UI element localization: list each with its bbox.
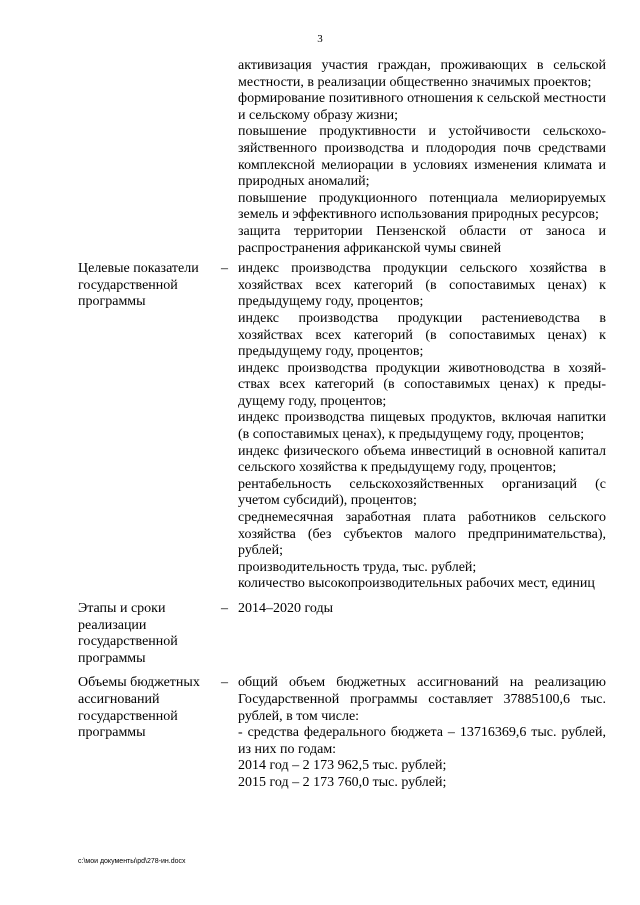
list-item: защита территории Пензенской области от заноса и распространения африканской чумы свиней [238, 223, 606, 256]
list-item: повышение продуктивности и устойчивости сельскохозяйственного производства и плодородия почв средствами комплексной мелиорации в условиях изменения климата и природных аномалий; [238, 124, 606, 190]
section-label: Этапы и сроки реализации государственной программы [78, 601, 178, 666]
section-label: Объемы бюджетных ассигнований государственной программы [78, 675, 200, 741]
section-dash: – [221, 675, 228, 691]
file-path-footer: c:\мои документы\pd\278-ин.docx [78, 858, 186, 865]
list-item: 2014 год – 2 173 962,5 тыс. рублей; [238, 758, 447, 774]
list-item: индекс производства пищевых продуктов, включая напитки (в сопоставимых ценах), к предыдущему году, процентов; [238, 410, 606, 443]
list-item: производительность труда, тыс. рублей; [238, 559, 477, 575]
target-indicators-list [238, 261, 606, 593]
list-item: активизация участия граждан, проживающих в сельской местности, в реализации общественно значимых проектов; [238, 58, 606, 90]
stages-list [238, 601, 606, 618]
list-item: 2014–2020 годы [238, 601, 334, 616]
list-item: среднемесячная заработная плата работников сельского хозяйства (без субъектов малого предпринимательства), рублей; [238, 510, 606, 559]
list-item: индекс производства продукции животноводства в хозяйствах всех категорий (в сопоставимых ценах) к предыдущему году, процентов; [238, 360, 606, 409]
continued-items-list [238, 58, 606, 257]
stages-row [78, 601, 606, 667]
list-item: индекс производства продукции растениеводства в хозяйствах всех категорий (в сопоставимых ценах) к предыдущему году, процентов; [238, 310, 606, 360]
continued-goals-row [78, 58, 606, 257]
list-item: индекс физического объема инвестиций в основной капитал сельского хозяйства к предыдущему году, процентов; [238, 443, 606, 476]
list-item: рентабельность сельскохозяйственных организаций (с учетом субсидий), процентов; [238, 476, 606, 509]
section-dash: – [221, 261, 228, 277]
list-item: количество высокопроизводительных рабочих мест, единиц [238, 576, 595, 592]
list-item: - средства федерального бюджета – 13716369,6 тыс. рублей, из них по годам: [238, 725, 606, 757]
section-label: Целевые показатели государственной программы [78, 261, 199, 310]
list-item: общий объем бюджетных ассигнований на реализацию Государственной программы составляет 37885100,6 тыс. рублей, в том числе: [238, 675, 606, 724]
section-dash: – [221, 601, 228, 616]
target-indicators-row [78, 261, 606, 593]
budget-row [78, 675, 606, 791]
list-item: повышение продукционного потенциала мелиорируемых земель и эффективного использования природных ресурсов; [238, 190, 606, 223]
list-item: 2015 год – 2 173 760,0 тыс. рублей; [238, 774, 447, 790]
program-passport-table [78, 58, 606, 806]
page-number: 3 [317, 33, 323, 45]
list-item: индекс производства продукции сельского хозяйства в хозяйствах всех категорий (в сопоставимых ценах) к предыдущему году, процентов; [238, 261, 606, 310]
budget-list [238, 675, 606, 791]
list-item: формирование позитивного отношения к сельской местности и сельскому образу жизни; [238, 91, 606, 123]
